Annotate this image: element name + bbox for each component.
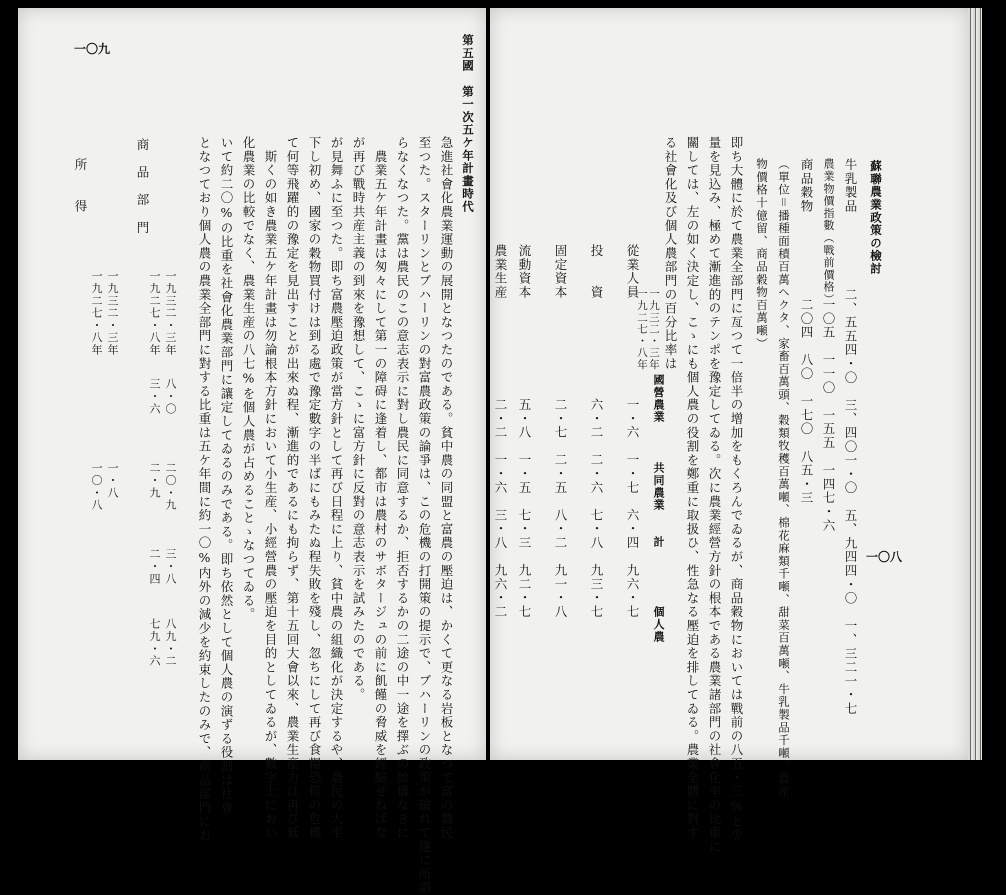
left-table-cell: 一〇・八 — [90, 462, 103, 512]
left-table-cell: 二・九 — [148, 462, 161, 499]
left-body-line: 急進社會化農業運動の展開となつたのである。貧中農の同盟と富農の壓迫は、かくて更なる岩板となつて富の農民 — [439, 136, 454, 840]
left-table-cell: 二〇・九 — [164, 462, 177, 512]
left-table-header: 商 品 部 門 — [135, 138, 150, 235]
table-row-values: 二・七 二・五 八・二 九一・八 — [553, 398, 568, 619]
left-body-line: 下し初め、國家の穀物買付けは到る處で豫定數字の半ばにもみたぬ程失敗を殘し、忽ちにして再び食糧恐慌の危機 — [307, 136, 322, 840]
left-table-year-b: 一九三二・三年 — [164, 270, 177, 357]
left-body-line: が再び戰時共産主義の到來を豫想して、こゝに富方針に反對の意志表示を試みたのである。 — [351, 136, 366, 702]
table-col-header: 個人農 — [652, 606, 665, 643]
left-table-cell: 八九・二 — [164, 618, 177, 668]
product-values: 一〇五 一一〇 一五五 一四七・六 — [821, 298, 836, 533]
table-row-values: 二・二 一・六 三・八 九六・二 — [493, 398, 508, 619]
left-body-line: 化農業の比較でなく、農業生産の八七%を個人農が占めることゝなつてゐる。 — [241, 136, 256, 622]
left-table-row-label: 所 得 — [73, 158, 88, 214]
left-table-cell: 七九・六 — [148, 618, 161, 668]
table-row-label: 流動資本 — [517, 244, 532, 300]
right-body-line: 即ち大體に於て農業全部門に亙つて一倍半の增加をもくろんでゐるが、商品穀物においては戰前の八五・三%と少 — [729, 136, 744, 843]
table-row-values: 六・二 二・六 七・八 九三・七 — [589, 398, 604, 619]
left-table-year-a: 一九二七・八年 — [90, 270, 103, 357]
left-body-line: らなくなつた。黨は農民のこの意志表示に對し農民に同意するか、拒否するかの二途の中一途を擇ぶの餘儀なきに — [395, 136, 410, 840]
product-values: 二〇四 八〇 一七〇 八五・三 — [799, 298, 814, 505]
right-heading: 蘇聯農業政策の檢討 — [869, 160, 883, 276]
table-year-b: 一九三二・三年 — [648, 288, 660, 371]
table-row-values: 一・六 一・七 六・四 九六・七 — [625, 398, 640, 619]
left-table-cell: 一・八 — [106, 462, 119, 499]
left-body-line: 至つた。スターリンとブハーリンの對富農政策の論爭は、この危機の打開策の提示で、ブハーリンの政策が破れて遂に所謂 — [417, 136, 432, 895]
table-row-label: 固定資本 — [553, 244, 568, 300]
unit-note: （單位＝播種面積百萬ヘクタ、家畜百萬頭、穀類牧穫百萬噸、棉花麻類千噸、甜菜百萬噸、牛乳製品千噸、農産 — [777, 158, 791, 798]
table-row-label: 農業生産 — [493, 244, 508, 300]
right-body-line: 關しては、左の如く決定し、こゝにも個人農の役割を鄭重に取扱ひ、性急なる壓迫を排してゐる。農業全體に對す — [685, 136, 700, 840]
product-values: 二、五五四・〇 三、四〇一・〇 五、九四四・〇 一、三二一・七 — [843, 288, 858, 716]
right-body-line: 量を見込み、極めて漸進的のテンポを豫定してゐる。次に農業經營方針の根本である農業諸部門の社會化率の比重に — [707, 136, 722, 854]
product-label: 商品穀物 — [799, 158, 814, 214]
product-label: 牛乳製品 — [843, 158, 858, 214]
book-page-edges — [968, 8, 982, 760]
left-table-year-b: 一九三二・三年 — [106, 270, 119, 357]
left-body-line: が見舞ふに至つた。即ち富農壓迫政策が當方針として再び日程に上り、貧中農の組織化が決定するや、農民の大半 — [329, 136, 344, 840]
left-body-line: 斯くの如き農業五ケ年計畫は勿論根本方針において小生産、小經營農の壓迫を目的としてゐるが、數字上におい — [263, 136, 278, 840]
left-table-cell: 三・八 — [164, 548, 177, 585]
left-body-line: て何等飛躍的の豫定を見出すことが出來ぬ程、漸進的であるにも拘らず、第十五回大會以來、農業生産力は再び低 — [285, 136, 300, 840]
left-table-cell: 三・六 — [148, 378, 161, 415]
right-page-number: 一〇八 — [866, 550, 903, 564]
right-body-line: る社會化及び個人農部門の百分比率は — [663, 136, 678, 371]
left-body-line: となつており個人農の農業全部門に對する比重は五ケ年間に約一〇%内外の減少を約束したのみで、商品部門にお — [197, 136, 212, 843]
table-col-header: 計 — [652, 536, 665, 549]
unit-note: 物價格十億留、商品穀物百萬噸） — [755, 158, 769, 350]
table-row-label: 從業人員 — [625, 244, 640, 300]
left-table-cell: 八・〇 — [164, 378, 177, 415]
table-row-values: 五・八 一・五 七・三 九二・七 — [517, 398, 532, 619]
table-col-header: 共同農業 — [652, 462, 665, 512]
right-page — [490, 8, 968, 854]
left-page-footer: 第五國 第一次五ケ年計畫時代 — [461, 34, 475, 214]
left-table-cell: 二・四 — [148, 548, 161, 585]
left-body-line: いて約二〇%の比重を社會化農業部門に讓定してゐるのみである。即ち依然として個人農の演ずる役割は社會 — [219, 136, 234, 815]
table-year-a: 一九二七・八年 — [636, 288, 648, 371]
left-table-year-a: 一九二七・八年 — [148, 270, 161, 357]
left-page — [18, 8, 486, 895]
product-label: 農業物價指數（戰前價格） — [822, 158, 835, 306]
left-body-line: 農業五ケ年計畫は匆々にして第一の障碍に逢着し、都市は農村のサボタージュの前に飢饉の脅威を經驗せねばな — [373, 136, 388, 840]
table-row-label: 投 資 — [589, 244, 604, 300]
table-col-header: 國營農業 — [652, 374, 665, 424]
left-page-number: 一〇九 — [74, 42, 111, 56]
